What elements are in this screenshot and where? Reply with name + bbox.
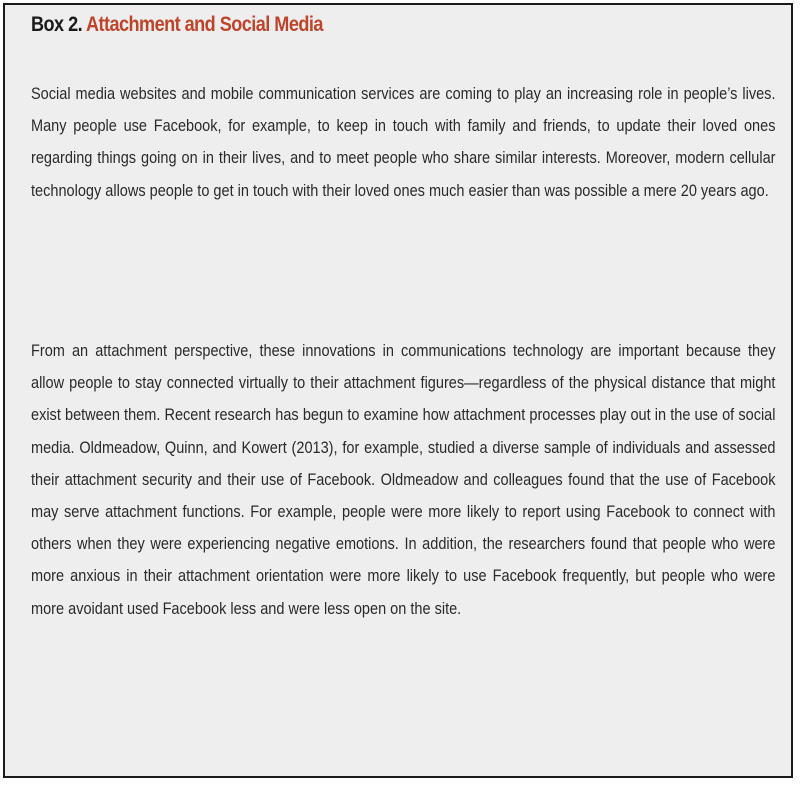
paragraph-2: From an attachment perspective, these innovations in communications technology are important because they allow people to stay connected virtually to their attachment figures—regardless of the physical distance that might exist between them. Recent research has begun to examine how attachment processes play out in the use of social media. Oldmeadow, Quinn, and Kowert (2013), for example, studied a diverse sample of individuals and assessed their attachment security and their use of Facebook. Oldmeadow and colleagues found that the use of Facebook may serve attachment functions. For example, people were more likely to report using Facebook to connect with others when they were experiencing negative emotions. In addition, the researchers found that people who were more anxious in their attachment orientation were more likely to use Facebook frequently, but people who were more avoidant used Facebook less and were less open on the site. xyxy=(31,342,776,618)
paragraph-1: Social media websites and mobile communication services are coming to play an increasing role in people’s lives. Many people use Facebook, for example, to keep in touch with family and friends, to update their loved ones regarding things going on in their lives, and to meet people who share similar interests. Moreover, modern cellular technology allows people to get in touch with their loved ones much easier than was possible a mere 20 years ago. xyxy=(31,85,776,200)
box-title: Attachment and Social Media xyxy=(85,13,323,36)
text-box xyxy=(3,3,793,778)
box-label: Box 2. xyxy=(31,13,83,36)
box-heading xyxy=(31,13,323,37)
